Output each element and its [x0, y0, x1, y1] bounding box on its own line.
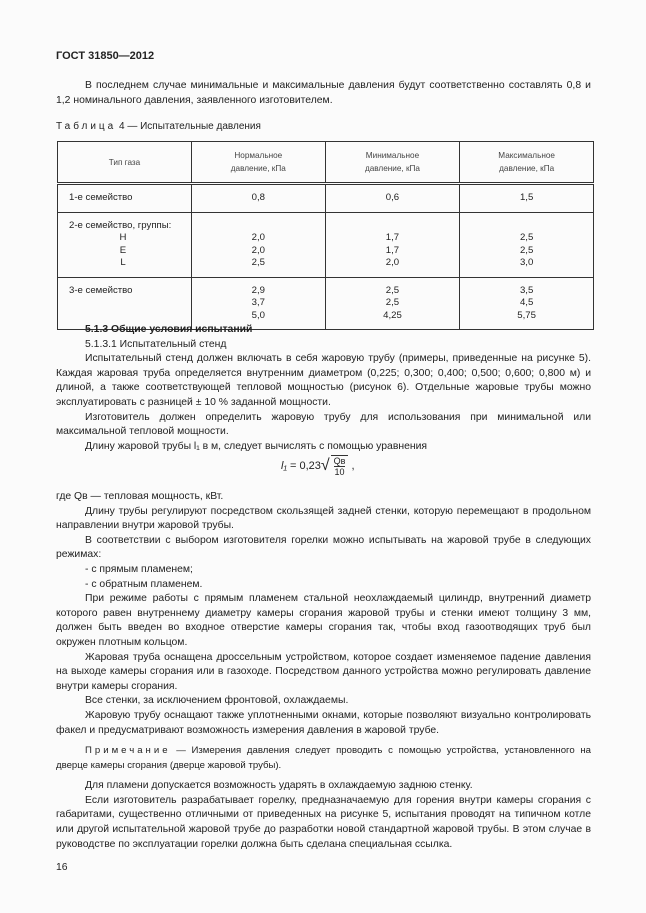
cell-max: 1,5	[460, 184, 594, 213]
cell-type: 3-е семейство	[58, 277, 192, 330]
col-header-max: Максимальное давление, кПа	[460, 142, 594, 184]
list-item: - с обратным пламенем.	[85, 578, 203, 590]
cell-normal: 0,8	[191, 184, 325, 213]
cell-min: 0,6	[325, 184, 460, 213]
subsection-heading: 5.1.3.1 Испытательный стенд	[85, 338, 227, 350]
paragraph: Испытательный стенд должен включать в себя жаровую трубу (примеры, приведенные на рисунке 5). Каждая жаровая труба определяется внутренним диаметром (0,225; 0,300; 0,400; 0,500; 0,600; 0,800 м) и длиной, а также соответствующей тепловой мощностью (рисунок 6). Отдельные жаровые трубы можно эксплуатировать с разницей ± 10 % заданной мощности.	[56, 353, 591, 408]
document-header: ГОСТ 31850—2012	[56, 50, 155, 62]
paragraph: При режиме работы с прямым пламенем стальной неохлаждаемый цилиндр, внутренний диаметр которого равен внутреннему диаметру камеры сгорания жаровой трубы и стенки имеют толщину 3 мм, должен быть введен во входное отверстие камеры сгорания так, чтобы вход газоотводящих труб был окружен плотным кольцом.	[56, 593, 591, 648]
pressure-table	[57, 141, 594, 330]
intro-paragraph: В последнем случае минимальные и максимальные давления будут соответственно составлять 0,8 и 1,2 номинального давления, заявленного изготовителем.	[56, 80, 591, 106]
cell-max: 3,5 4,5 5,75	[460, 277, 594, 330]
cell-type: 2-е семейство, группы: H E L	[58, 212, 192, 277]
cell-min: 1,7 1,7 2,0	[325, 212, 460, 277]
paragraph: Жаровая труба оснащена дроссельным устройством, которое создает изменяемое падение давления на выходе камеры сгорания или в газоходе. Посредством данного устройства можно регулировать давление внутри камеры сгорания.	[56, 651, 591, 692]
col-header-gas-type: Тип газа	[58, 142, 192, 184]
cell-max: 2,5 2,5 3,0	[460, 212, 594, 277]
note: Примечание — Измерения давления следует проводить с помощью устройства, установленного на дверце камеры сгорания (дверце жаровой трубы).	[56, 745, 591, 771]
paragraph: Жаровую трубу оснащают также уплотненными окнами, которые позволяют визуально контролировать факел и предусматривают возможность измерения давления в жаровой трубе.	[56, 709, 591, 736]
section-heading: 5.1.3 Общие условия испытаний	[85, 324, 253, 335]
paragraph: Длину трубы регулируют посредством скользящей задней стенки, которую перемещают в продольном направлении внутри жаровой трубы.	[56, 505, 591, 532]
paragraph: Длину жаровой трубы l₁ в м, следует вычислять с помощью уравнения	[85, 440, 428, 452]
table-row	[58, 277, 594, 330]
cell-normal: 2,9 3,7 5,0	[191, 277, 325, 330]
table-caption-prefix: Таблица	[56, 121, 117, 132]
cell-min: 2,5 2,5 4,25	[325, 277, 460, 330]
paragraph: Если изготовитель разрабатывает горелку, предназначаемую для горения внутри камеры сгорания с габаритами, существенно отличными от приведенных на рисунке 5, испытания проводят на типичном котле или другой испытательной жаровой трубе до разработки новой стандартной жаровой трубы. В этом случае в руководстве по эксплуатации горелки должна быть сделана специальная ссылка.	[56, 794, 591, 850]
cell-type: 1-е семейство	[58, 184, 192, 213]
table-row	[58, 212, 594, 277]
table-row	[58, 184, 594, 213]
col-header-min: Минимальное давление, кПа	[325, 142, 460, 184]
paragraph: Все стенки, за исключением фронтовой, охлаждаемы.	[85, 695, 349, 707]
paragraph: В соответствии с выбором изготовителя горелки можно испытывать на жаровой трубе в следующих режимах:	[56, 534, 591, 561]
paragraph: Для пламени допускается возможность ударять в охлаждаемую заднюю стенку.	[85, 780, 473, 792]
formula: l₁ = 0,23 √ $\frac{Qв}{10}$ ,	[281, 456, 355, 477]
paragraph: Изготовитель должен определить жаровую трубу для использования при минимальной или максимальной тепловой мощности.	[56, 411, 591, 438]
page-number: 16	[56, 862, 68, 874]
col-header-normal: Нормальное давление, кПа	[191, 142, 325, 184]
table-caption: 4 — Испытательные давления	[116, 121, 261, 132]
cell-normal: 2,0 2,0 2,5	[191, 212, 325, 277]
where-clause: где Qв — тепловая мощность, кВт.	[56, 491, 224, 502]
list-item: - с прямым пламенем;	[85, 563, 193, 575]
